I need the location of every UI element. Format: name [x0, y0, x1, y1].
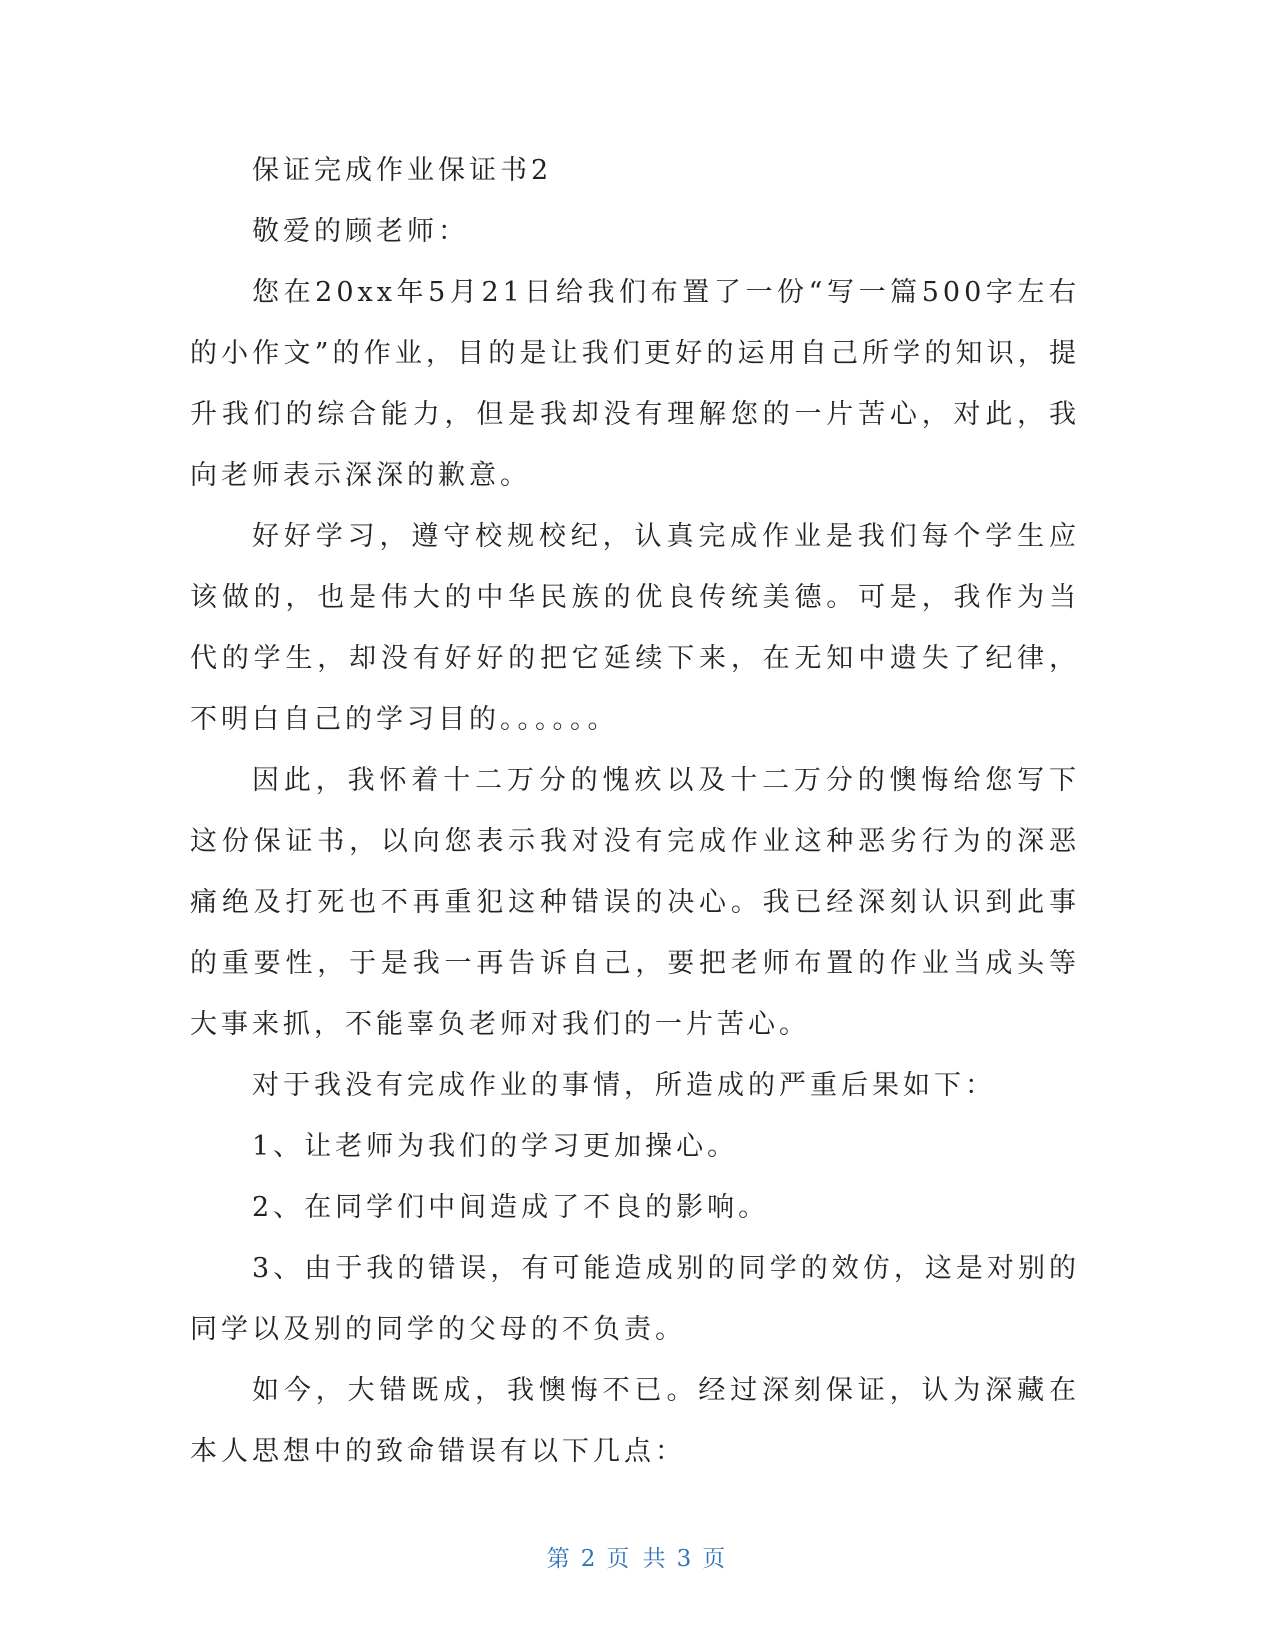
total-page-count: 3: [676, 1546, 695, 1572]
current-page-number: 2: [580, 1546, 599, 1572]
salutation: 敬爱的顾老师：: [252, 216, 469, 247]
list-item: 1、让老师为我们的学习更加操心。: [252, 1131, 739, 1162]
footer-prefix: 第: [546, 1546, 573, 1572]
body-paragraph: 好好学习，遵守校规校纪，认真完成作业是我们每个学生应该做的，也是伟大的中华民族的优良传统美德。可是，我作为当代的学生，却没有好好的把它延续下来，在无知中遗失了纪律，不明白自己的学习目的。。。。。。: [190, 521, 1080, 735]
list-item: 3、由于我的错误，有可能造成别的同学的效仿，这是对别的同学以及别的同学的父母的不负责。: [190, 1253, 1080, 1345]
footer-middle: 页 共: [606, 1546, 669, 1572]
body-paragraph: 因此，我怀着十二万分的愧疚以及十二万分的懊悔给您写下这份保证书，以向您表示我对没有完成作业这种恶劣行为的深恶痛绝及打死也不再重犯这种错误的决心。我已经深刻认识到此事的重要性，于是我一再告诉自己，要把老师布置的作业当成头等大事来抓，不能辜负老师对我们的一片苦心。: [190, 765, 1080, 1040]
footer-suffix: 页: [702, 1546, 729, 1572]
body-paragraph: 对于我没有完成作业的事情，所造成的严重后果如下：: [252, 1070, 996, 1101]
list-item: 2、在同学们中间造成了不良的影响。: [252, 1192, 770, 1223]
body-paragraph: 如今，大错既成，我懊悔不已。经过深刻保证，认为深藏在本人思想中的致命错误有以下几点：: [190, 1375, 1080, 1467]
document-body: [190, 140, 1080, 1482]
document-title: 保证完成作业保证书2: [252, 155, 553, 186]
body-paragraph: 您在20xx年5月21日给我们布置了一份“写一篇500字左右的小作文”的作业，目的是让我们更好的运用自己所学的知识，提升我们的综合能力，但是我却没有理解您的一片苦心，对此，我向老师表示深深的歉意。: [190, 277, 1080, 491]
page-footer: [0, 1540, 1275, 1573]
